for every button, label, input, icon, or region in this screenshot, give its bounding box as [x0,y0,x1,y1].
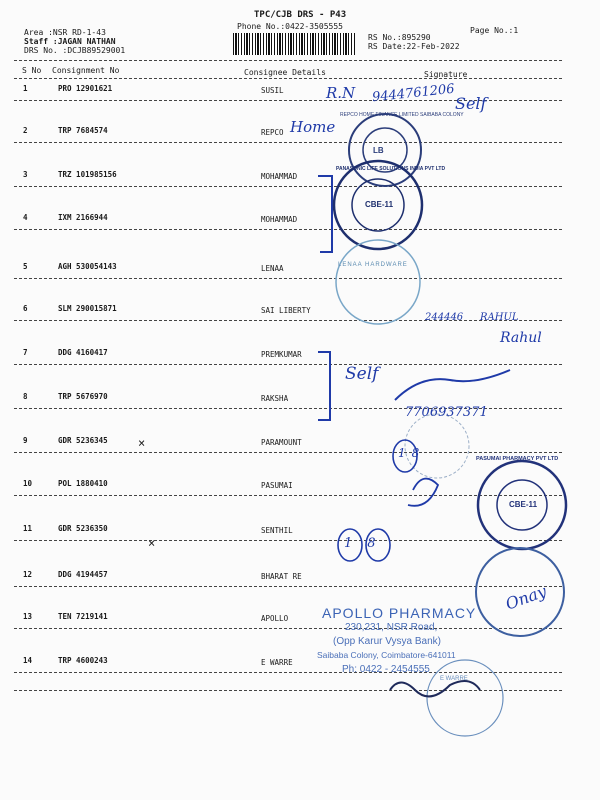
row-consignee: BHARAT RE [261,572,302,581]
row-consignment: GDR 5236350 [58,524,108,533]
signature-1-phone: 9444761206 [371,81,456,106]
document-title: TPC/CJB DRS - P43 [254,10,347,20]
area-field: Area :NSR RD-1-43 [24,28,106,37]
pasumai-stamp-text: PASUMAI PHARMACY PVT LTD [476,456,559,462]
signature-scribble [390,681,480,696]
row-consignee: PARAMOUNT [261,438,302,447]
lenaa-stamp [336,240,420,324]
row-consignment: TRZ 101985156 [58,170,117,179]
row-sno: 1 [23,84,28,93]
column-header-consignment: Consignment No [52,66,120,75]
signature-6-phone: 244446 [425,312,464,323]
row-sno: 13 [23,612,33,621]
row-consignment: SLM 290015871 [58,304,117,313]
repco-stamp-text: REPCO HOME FINANCE LIMITED SAIBABA COLONY [340,112,464,118]
apollo-stamp-address-1: 230,231, NSR Road, [345,622,438,633]
column-header-signature: Signature [424,70,468,79]
row-consignee: SUSIL [261,86,284,95]
signature-6-name-2: Rahul [500,330,542,346]
row-consignment: TRP 7684574 [58,126,108,135]
row-sno: 9 [23,436,28,445]
row-sno: 6 [23,304,28,313]
signature-10: 18 [398,446,426,460]
signature-scribble [395,370,510,400]
apollo-stamp-phone: Ph: 0422 - 2454555 [342,664,430,675]
apollo-stamp-name: APOLLO PHARMACY [322,605,477,621]
row-sno: 7 [23,348,28,357]
row-sno: 4 [23,213,28,222]
row-consignment: IXM 2166944 [58,213,108,222]
row-sno: 10 [23,479,33,488]
row-consignee: SENTHIL [261,526,293,535]
row-sno: 8 [23,392,28,401]
signature-1: R.N [326,84,356,102]
row-consignment: DDG 4194457 [58,570,108,579]
row-consignee: LENAA [261,264,284,273]
staff-field: Staff :JAGAN NATHAN [24,37,116,46]
row-consignment: DDG 4160417 [58,348,108,357]
row-9-x-mark: × [138,436,146,450]
drs-number: DRS No. :DCJB89529001 [24,46,126,55]
signature-6-name: RAHUL [480,312,519,323]
bracket-mark [318,176,332,252]
signature-8-phone: 7706937371 [405,405,488,420]
row-consignee: PREMKUMAR [261,350,302,359]
rs-number: RS No.:895290 [368,33,431,42]
phone-number: Phone No.:0422-3505555 [237,22,343,31]
row-11-x-mark: × [148,536,156,550]
row-consignment: AGH 530054143 [58,262,117,271]
column-header-sno: S No [22,66,42,75]
row-consignment: TRP 4600243 [58,656,108,665]
apollo-stamp-address-2: (Opp Karur Vysya Bank) [333,636,442,647]
row-sno: 2 [23,126,28,135]
page-number: Page No.:1 [470,26,519,35]
row-consignment: PRO 12901621 [58,84,113,93]
row-consignee: MOHAMMAD [261,215,298,224]
row-consignee: PASUMAI [261,481,293,490]
repco-stamp-code: LB [373,146,384,155]
signature-11: 18 [344,536,391,551]
panasonic-stamp-code: CBE-11 [365,200,394,209]
row-sno: 11 [23,524,33,533]
signature-1-self: Self [455,94,487,113]
bracket-mark [318,352,330,420]
column-header-consignee: Consignee Details [244,68,326,77]
ewarre-stamp-text: E WARRE [440,676,468,682]
rs-date: RS Date:22-Feb-2022 [368,42,460,51]
signature-8-self: Self [345,364,379,384]
row-consignee: APOLLO [261,614,289,623]
row-consignee: REPCO [261,128,284,137]
ewarre-stamp [427,660,503,736]
row-consignment: GDR 5236345 [58,436,108,445]
row-sno: 12 [23,570,33,579]
row-consignee: E WARRE [261,658,293,667]
row-consignment: TRP 5676970 [58,392,108,401]
row-sno: 5 [23,262,28,271]
panasonic-stamp-text: PANASONIC LIFE SOLUTIONS INDIA PVT LTD [336,166,446,172]
signature-12: Onay [503,581,549,614]
lenaa-stamp-text: LENAA HARDWARE [338,262,408,268]
signature-scribble [408,479,438,506]
row-consignee: SAI LIBERTY [261,306,311,315]
row-consignee: RAKSHA [261,394,289,403]
row-consignment: TEN 7219141 [58,612,108,621]
row-consignment: POL 1880410 [58,479,108,488]
signature-2: Home [290,118,336,136]
row-consignee: MOHAMMAD [261,172,298,181]
apollo-stamp-address-3: Saibaba Colony, Coimbatore-641011 [317,650,456,660]
row-sno: 14 [23,656,33,665]
row-sno: 3 [23,170,28,179]
pasumai-stamp-code: CBE-11 [509,500,538,509]
